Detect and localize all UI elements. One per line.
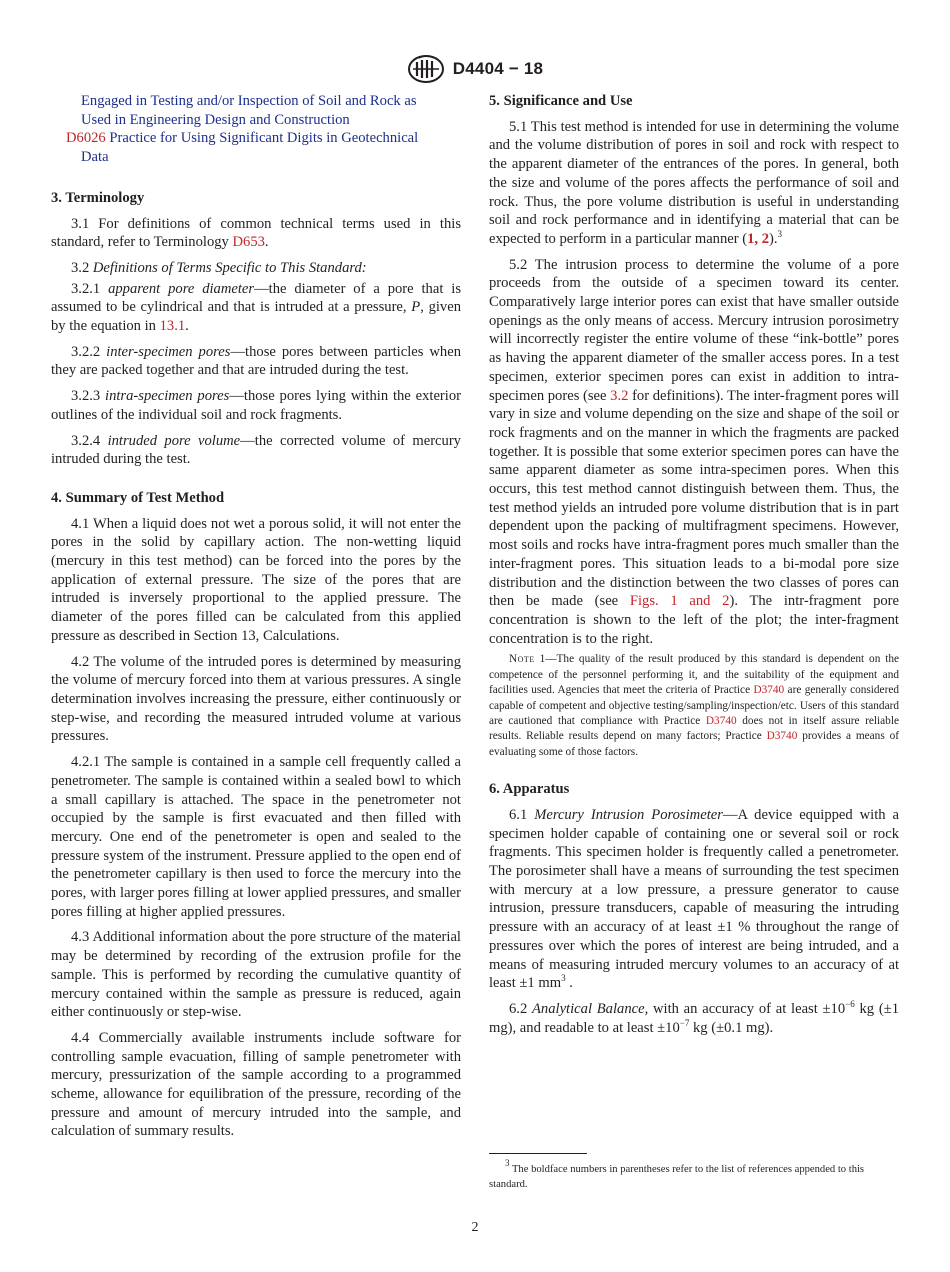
- term-inter-specimen-pores: inter-specimen pores: [106, 343, 231, 360]
- link-d3740[interactable]: D3740: [753, 684, 785, 697]
- left-column: [51, 92, 461, 1148]
- section-spacer: [51, 476, 461, 489]
- footnote-marker[interactable]: 3: [777, 228, 783, 239]
- footnote-indent: [489, 1164, 505, 1175]
- paragraph-text: —those pores between particles when they are packed together and that are intruded during the test.: [51, 343, 461, 379]
- link-d653[interactable]: D653: [232, 234, 265, 251]
- paragraph-3-2-4: [51, 432, 461, 469]
- term-apparent-pore-diameter: apparent pore diameter: [108, 280, 255, 297]
- footnote-divider: [489, 1153, 587, 1154]
- paragraph-4-1: 4.1 When a liquid does not wet a porous solid, it will not enter the pores in the solid by capillary action. The non-wetting liquid (mercury in this test method) can be forced into the pores by the application of external pressure. The size of the pores that are intruded is inversely proportional to the applied pressure. The diameter of the pores filled can be calculated from this applied pressure as described in Section 13, Calculations.: [51, 515, 461, 644]
- link-figs-1-2[interactable]: Figs. 1 and 2: [629, 593, 730, 610]
- paragraph-text: .: [264, 234, 269, 251]
- paragraph-text: ). The intr-fragment pore concentration is shown to the left of the plot; the inter-fragment concentration is to the right.: [489, 593, 900, 647]
- paragraph-3-2-2: [51, 343, 461, 380]
- footnote-3: [489, 1158, 899, 1192]
- section-spacer: [489, 768, 899, 780]
- reference-text-line: Used in Engineering Design and Construction: [81, 111, 350, 128]
- paragraph-6-2: [489, 1000, 899, 1037]
- right-column: [489, 92, 899, 1044]
- paragraph-number: 3.2.2: [71, 343, 107, 360]
- note-text: provides a means of evaluating some of those factors.: [489, 730, 899, 758]
- paragraph-text: 5.1 This test method is intended for use in determining the volume and the volume distribution of pores in soil and rock with respect to the apparent diameter of the entrances of the pores. In general, both the size and volume of the pores affects the performance of soil and rock. Thus, the pore volume distribution is useful in understanding soil and rock performance and in identifying a material that can be expected to perform in a particular manner (: [489, 118, 899, 247]
- paragraph-3-2-3: [51, 387, 461, 424]
- paragraph-4-2-1: 4.2.1 The sample is contained in a sample cell frequently called a penetrometer. The sample is contained within a sealed bowl to which a small capillary is attached. The space in the penetrometer not occupied by the sample is first evacuated and then filled with mercury. One end of the penetrometer is open and sealed to the pressure system of the instrument. Pressure applied to the open end of the penetrometer capillary is then used to force the mercury into the pores, with larger pores filling at lower applied pressures, and smaller pores filling at higher applied pressures.: [51, 754, 461, 920]
- paragraph-5-2: [489, 256, 899, 649]
- reference-text-line: Practice for Using Significant Digits in Geotechnical: [105, 130, 419, 147]
- paragraph-number: 3.2.1: [71, 280, 109, 297]
- section-heading-significance: 5. Significance and Use: [489, 93, 633, 109]
- paragraph-text: 3.1 For definitions of common technical terms used in this standard, refer to Terminology: [51, 215, 461, 251]
- term-intruded-pore-volume: intruded pore volume: [107, 432, 241, 449]
- paragraph-3-2: [51, 259, 461, 278]
- paragraph-text: 5.2 The intrusion process to determine the volume of a pore proceeds from the outside of a specimen toward its center. Comparatively large interior pores can exist that have smaller outside openings as the only means of access. Mercury intrusion porosimetry will incorrectly register the entire volume of these “ink-bottle” pores as having the apparent diameter of the smaller access pores. In a test specimen, exterior specimen pores can exist in addition to intra-specimen pores (see: [489, 256, 899, 404]
- paragraph-text: .: [185, 318, 189, 335]
- page-number: 2: [471, 1220, 479, 1235]
- note-label: Note: [509, 653, 535, 666]
- note-text: does not in itself assure reliable results. Reliable results depend on many factors; Practice: [489, 715, 899, 743]
- reference-link-1-2[interactable]: 1, 2: [747, 230, 769, 247]
- reference-item-continued: [51, 92, 461, 129]
- paragraph-text: for definitions). The inter-fragment pores will vary in size and volume depending on the size and shape of the soil or rock fragments and on the manner in which the fragments are packed together. It is possible that some exterior specimen pores can have the same apparent diameter as some intra-specimen pores. When this occurs, this test method cannot distinguish between them. Thus, the test method yields an intruded pore volume distribution that is in part dependent upon the packing of multifragment specimens. However, most soils and rocks have intra-fragment pores much smaller than the inter-fragment pores. This situation leads to a bi-modal pore size distribution and the distinction between the two classes of pores can then be made (see: [489, 387, 899, 610]
- paragraph-text: with an accuracy of at least ±10: [648, 1000, 846, 1017]
- note-text: 1—The quality of the result produced by this standard is dependent on the competence of the personnel performing it, and the suitability of the equipment and facilities used. Agencies that meet the criteria of Practice: [489, 653, 899, 697]
- paragraph-italic-text: Definitions of Terms Specific to This Standard:: [92, 259, 367, 276]
- footnote-number: 3: [505, 1158, 510, 1168]
- paragraph-6-1: [489, 806, 899, 993]
- paragraph-text: , given by the equation in: [51, 299, 461, 335]
- paragraph-text: ).: [769, 230, 778, 247]
- astm-logo-icon: [407, 54, 445, 84]
- superscript: −6: [845, 998, 855, 1009]
- superscript: −7: [679, 1017, 690, 1028]
- paragraph-text: kg (±1 mg), and readable to at least ±10: [489, 1000, 899, 1036]
- link-d3740[interactable]: D3740: [705, 715, 737, 728]
- term-analytical-balance: Analytical Balance,: [532, 1000, 649, 1017]
- paragraph-number: 3.2.3: [71, 388, 106, 405]
- reference-key-link[interactable]: D6026: [66, 130, 106, 147]
- paragraph-number: 3.2.4: [71, 432, 108, 449]
- reference-text-line: Engaged in Testing and/or Inspection of Soil and Rock as: [81, 93, 417, 109]
- link-13-1[interactable]: 13.1: [159, 318, 186, 335]
- link-d3740[interactable]: D3740: [766, 730, 798, 743]
- variable-p: P: [411, 299, 421, 316]
- section-heading-terminology: 3. Terminology: [51, 189, 145, 206]
- document-id: D4404 − 18: [452, 59, 544, 78]
- paragraph-3-2-1: [51, 280, 461, 336]
- paragraph-4-2: 4.2 The volume of the intruded pores is determined by measuring the volume of mercury forced into them at various pressures. A single determination involves increasing the pressure, either continuously or step-wise, and recording the measured intruded volume at various pressures.: [51, 653, 461, 745]
- term-mercury-intrusion-porosimeter: Mercury Intrusion Porosimeter: [534, 806, 723, 823]
- paragraph-4-4: 4.4 Commercially available instruments include software for controlling sample evacuation, filling of sample penetrometer with mercury, pressurization of the sample according to a programmed scheme, allowance for equilibration of the pressure, recording of the pressure and amount of mercury intruded into the sample, and calculation of summary results.: [51, 1029, 461, 1140]
- paragraph-text: .: [565, 975, 573, 992]
- link-3-2[interactable]: 3.2: [610, 387, 629, 404]
- paragraph-text: kg (±0.1 mg).: [689, 1019, 774, 1036]
- reference-text-line: Data: [81, 149, 109, 166]
- paragraph-3-1: [51, 215, 461, 252]
- paragraph-text: —those pores lying within the exterior outlines of the individual soil and rock fragments.: [51, 388, 461, 423]
- term-intra-specimen-pores: intra-specimen pores: [105, 388, 230, 405]
- paragraph-number: 6.1: [509, 806, 535, 823]
- note-1: [489, 652, 899, 760]
- paragraph-5-1: [489, 118, 899, 249]
- page-header: [0, 52, 950, 86]
- section-heading-summary: 4. Summary of Test Method: [51, 489, 225, 506]
- footnote-text: The boldface numbers in parentheses refer to the list of references appended to this standard.: [489, 1164, 865, 1190]
- reference-item-d6026: [51, 129, 461, 166]
- paragraph-text: —A device equipped with a specimen holder capable of containing one or several soil or rock fragments. This specimen holder is frequently called a penetrometer. The porosimeter shall have a means of surrounding the test specimen with mercury at a low pressure, a pressure generator to cause intrusion, pressure transducers, capable of measuring the intruding pressure with an accuracy of at least ±1 % throughout the range of pressures over which the pores of interest are being intruded, and a means of measuring intruded mercury volumes to an accuracy of at least ±1 mm: [489, 806, 900, 992]
- paragraph-number: 6.2: [509, 1000, 533, 1017]
- paragraph-4-3: 4.3 Additional information about the pore structure of the material may be determined by recording of the extrusion profile for the sample. This is performed by recording the cumulative quantity of mercury contained within the sample as pressure is reduced, again either continuously or step-wise.: [51, 929, 461, 1021]
- note-text: are generally considered capable of competent and objective testing/sampling/inspection/etc. Users of this standard are cautioned that compliance with Practice: [489, 684, 899, 728]
- paragraph-text: —the diameter of a pore that is assumed to be cylindrical and that is intruded at a pressure,: [51, 280, 461, 316]
- section-heading-apparatus: 6. Apparatus: [489, 781, 570, 798]
- paragraph-text: —the corrected volume of mercury intruded during the test.: [51, 432, 461, 468]
- superscript: 3: [561, 973, 566, 984]
- paragraph-number: 3.2: [71, 259, 93, 276]
